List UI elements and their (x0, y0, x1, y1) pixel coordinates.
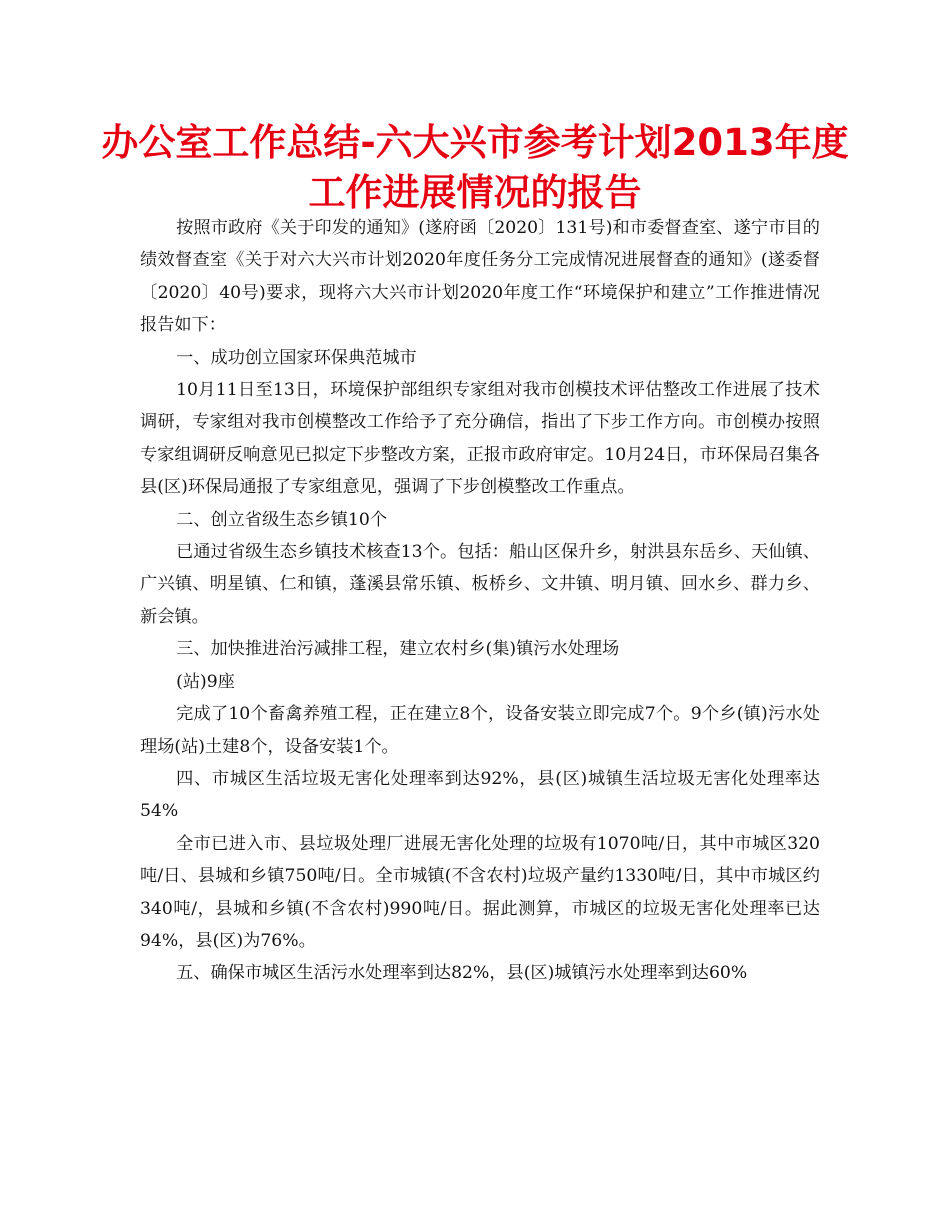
section-paragraph-2: 已通过省级生态乡镇技术核查13个。包括：船山区保升乡，射洪县东岳乡、天仙镇、广兴镇、明星镇、仁和镇，蓬溪县常乐镇、板桥乡、文井镇、明月镇、回水乡、群力乡、新会镇。 (140, 542, 820, 627)
section-heading-1: 一、成功创立国家环保典范城市 (176, 347, 417, 368)
document-body (140, 212, 820, 990)
section-heading-3-continued: (站)9座 (176, 671, 235, 692)
document-title: 办公室工作总结-六大兴市参考计划2013年度工作进展情况的报告 (101, 121, 849, 214)
section-paragraph-3: 完成了10个畜禽养殖工程，正在建立8个，设备安装立即完成7个。9个乡(镇)污水处理场(站)土建8个，设备安装1个。 (140, 704, 820, 757)
section-paragraph-4: 全市已进入市、县垃圾处理厂进展无害化处理的垃圾有1070吨/日，其中市城区320吨/日、县城和乡镇750吨/日。全市城镇(不含农村)垃圾产量约1330吨/日，其中市城区约340吨/，县城和乡镇(不含农村)990吨/日。据此测算，市城区的垃圾无害化处理率已达94%，县(区)为76%。 (140, 833, 820, 951)
intro-paragraph: 按照市政府《关于印发的通知》(遂府函〔2020〕131号)和市委督查室、遂宁市目的绩效督查室《关于对六大兴市计划2020年度任务分工完成情况进展督查的通知》(遂委督〔2020〕40号)要求，现将六大兴市计划2020年度工作“环境保护和建立”工作推进情况报告如下： (140, 218, 820, 336)
section-heading-2: 二、创立省级生态乡镇10个 (176, 509, 388, 530)
section-heading-5: 五、确保市城区生活污水处理率到达82%，县(区)城镇污水处理率到达60% (176, 963, 748, 984)
section-heading-4: 四、市城区生活垃圾无害化处理率到达92%，县(区)城镇生活垃圾无害化处理率达54% (140, 768, 820, 822)
section-heading-3: 三、加快推进治污减排工程，建立农村乡(集)镇污水处理场 (176, 639, 620, 660)
section-paragraph-1: 10月11日至13日，环境保护部组织专家组对我市创模技术评估整改工作进展了技术调研，专家组对我市创模整改工作给予了充分确信，指出了下步工作方向。市创模办按照专家组调研反响意见已拟定下步整改方案，正报市政府审定。10月24日，市环保局召集各县(区)环保局通报了专家组意见，强调了下步创模整改工作重点。 (140, 380, 820, 498)
